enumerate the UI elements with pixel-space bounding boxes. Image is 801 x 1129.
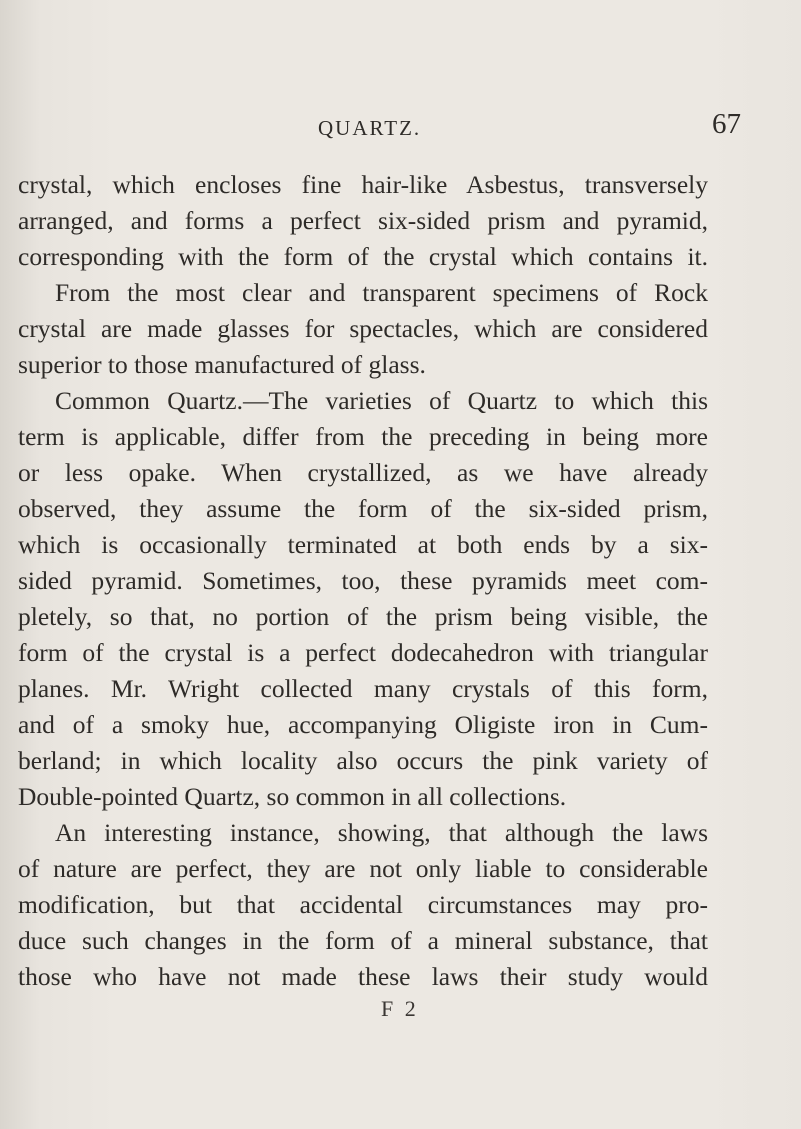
text-line: those who have not made these laws their study would	[18, 962, 708, 991]
text-line: crystal, which encloses fine hair-like Asbestus, transversely	[18, 170, 708, 199]
page-number: 67	[712, 108, 741, 140]
text-line: or less opake. When crystallized, as we have already	[18, 458, 708, 487]
text-line: corresponding with the form of the crystal which contains it.	[18, 242, 708, 271]
text-line: berland; in which locality also occurs the pink variety of	[18, 746, 708, 775]
text-line: of nature are perfect, they are not only liable to considerable	[18, 854, 708, 883]
text-line: sided pyramid. Sometimes, too, these pyramids meet com-	[18, 566, 708, 595]
text-line: superior to those manufactured of glass.	[18, 350, 426, 379]
text-line: term is applicable, differ from the preceding in being more	[18, 422, 708, 451]
running-head: QUARTZ.	[318, 116, 422, 140]
text-line: Common Quartz.—The varieties of Quartz to which this	[55, 386, 708, 415]
text-line: duce such changes in the form of a mineral substance, that	[18, 926, 708, 955]
text-line: planes. Mr. Wright collected many crystals of this form,	[18, 674, 708, 703]
text-line: crystal are made glasses for spectacles, which are considered	[18, 314, 708, 343]
text-line: and of a smoky hue, accompanying Oligiste iron in Cum-	[18, 710, 708, 739]
text-line: pletely, so that, no portion of the prism being visible, the	[18, 602, 708, 631]
text-line: observed, they assume the form of the six-sided prism,	[18, 494, 708, 523]
text-line: form of the crystal is a perfect dodecahedron with triangular	[18, 638, 708, 667]
printer-signature: F 2	[381, 996, 419, 1021]
text-line: An interesting instance, showing, that although the laws	[55, 818, 708, 847]
text-line: arranged, and forms a perfect six-sided prism and pyramid,	[18, 206, 708, 235]
text-line: modification, but that accidental circumstances may pro-	[18, 890, 708, 919]
text-line: which is occasionally terminated at both ends by a six-	[18, 530, 708, 559]
text-line: From the most clear and transparent specimens of Rock	[55, 278, 708, 307]
text-line: Double-pointed Quartz, so common in all collections.	[18, 782, 567, 811]
